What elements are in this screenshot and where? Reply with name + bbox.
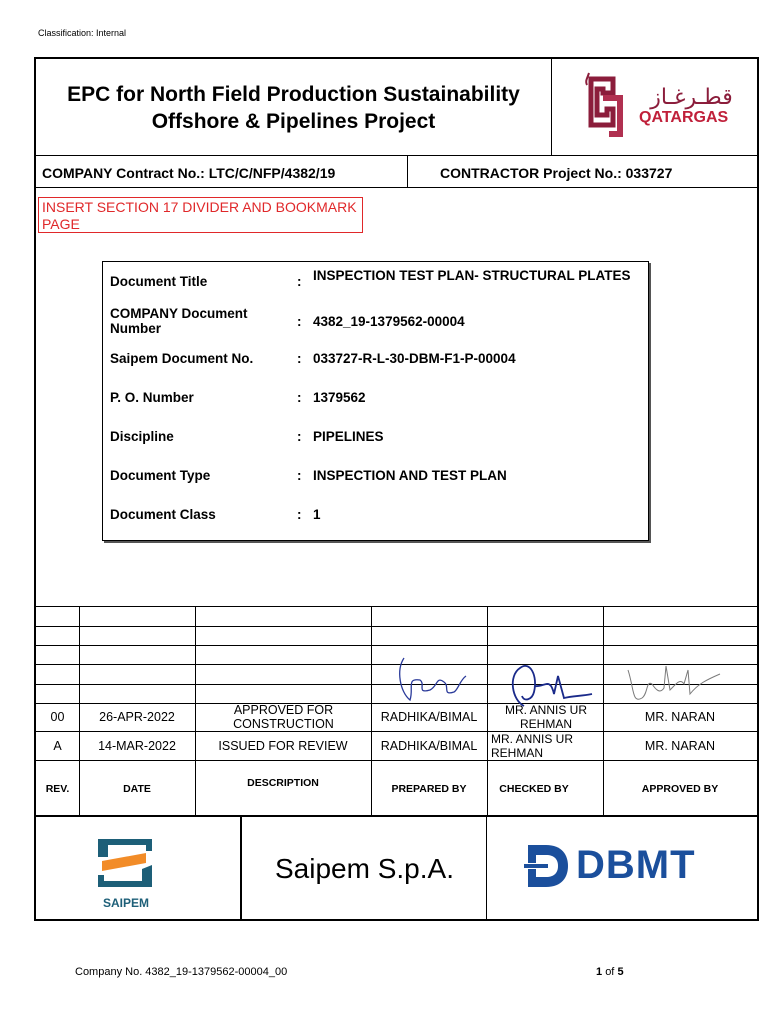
dbmt-wordmark: DBMT: [576, 843, 696, 887]
insert-section-note: INSERT SECTION 17 DIVIDER AND BOOKMARK PAGE: [38, 197, 363, 233]
doc-separator: :: [297, 351, 302, 366]
doc-value: 4382_19-1379562-00004: [313, 314, 465, 329]
divider: [36, 626, 757, 627]
doc-value: INSPECTION AND TEST PLAN: [313, 468, 507, 483]
doc-separator: :: [297, 390, 302, 405]
doc-label: Discipline: [110, 429, 174, 444]
header-description: DESCRIPTION: [247, 777, 319, 789]
header-checked-by: CHECKED BY: [499, 783, 569, 795]
description-cell: ISSUED FOR REVIEW: [218, 739, 348, 753]
header-prepared-by: PREPARED BY: [391, 783, 467, 795]
doc-value: PIPELINES: [313, 429, 384, 444]
project-title: EPC for North Field Production Sustainability Offshore & Pipelines Project: [67, 83, 520, 133]
divider: [407, 155, 408, 187]
doc-label: Document Title: [110, 274, 208, 289]
doc-separator: :: [297, 274, 302, 289]
page-indicator: [596, 966, 624, 978]
divider: [36, 760, 757, 761]
header-date: DATE: [123, 783, 151, 795]
page-of-label: of: [605, 966, 615, 978]
doc-label: Saipem Document No.: [110, 351, 254, 366]
doc-label: P. O. Number: [110, 390, 194, 405]
contractor-name: Saipem S.p.A.: [275, 853, 454, 884]
page-current: 1: [596, 966, 603, 978]
checked-by-cell: MR. ANNIS UR REHMAN: [491, 732, 574, 760]
dbmt-logo-icon: [524, 841, 570, 891]
contractor-project-no: CONTRACTOR Project No.: 033727: [440, 165, 673, 181]
dbmt-logo: [524, 841, 704, 893]
approved-by-cell: MR. NARAN: [644, 710, 716, 724]
company-document-number: Company No. 4382_19-1379562-00004_00: [75, 966, 288, 978]
revision-table: [36, 606, 757, 815]
divider: [36, 731, 757, 732]
doc-separator: :: [297, 507, 302, 522]
signature-prepared: [386, 650, 476, 708]
doc-separator: :: [297, 314, 302, 329]
date-cell: 14-MAR-2022: [98, 739, 176, 753]
divider: [36, 187, 757, 188]
doc-value: 1: [313, 507, 321, 522]
classification-label: Classification: Internal: [38, 28, 127, 38]
saipem-wordmark: SAIPEM: [102, 896, 149, 910]
doc-value: 1379562: [313, 390, 366, 405]
prepared-by-cell: RADHIKA/BIMAL: [380, 739, 478, 753]
checked-by-cell: MR. ANNIS UR REHMAN: [504, 703, 587, 731]
divider: [36, 155, 757, 156]
header-approved-by: APPROVED BY: [641, 783, 719, 795]
rev-cell: A: [53, 739, 62, 753]
qatargas-wordmark: QATARGAS: [639, 109, 729, 126]
saipem-logo-icon: [94, 835, 158, 891]
rev-cell: 00: [50, 710, 65, 724]
doc-value: 033727-R-L-30-DBM-F1-P-00004: [313, 351, 516, 366]
header-rev: REV.: [45, 783, 70, 795]
prepared-by-cell: RADHIKA/BIMAL: [380, 710, 478, 724]
divider: [36, 815, 757, 817]
doc-label: Document Type: [110, 468, 211, 483]
description-cell: APPROVED FOR CONSTRUCTION: [233, 703, 334, 731]
approved-by-cell: MR. NARAN: [644, 739, 716, 753]
qatargas-arabic-text: قطـرغـاز: [650, 85, 733, 110]
company-contract-no: COMPANY Contract No.: LTC/C/NFP/4382/19: [42, 165, 336, 181]
qatargas-logo: [551, 59, 759, 155]
doc-value: INSPECTION TEST PLAN- STRUCTURAL PLATES: [313, 268, 631, 283]
divider: [36, 645, 757, 646]
doc-label: Document Class: [110, 507, 216, 522]
date-cell: 26-APR-2022: [99, 710, 175, 724]
cover-sheet: [34, 57, 759, 921]
page-total: 5: [617, 966, 624, 978]
doc-separator: :: [297, 429, 302, 444]
divider: [36, 606, 757, 607]
doc-separator: :: [297, 468, 302, 483]
signature-approved: [616, 650, 726, 708]
contractor-footer: [36, 815, 757, 921]
document-info-box: [102, 261, 649, 541]
doc-label: COMPANY Document Number: [110, 306, 248, 336]
saipem-logo: [94, 835, 158, 909]
